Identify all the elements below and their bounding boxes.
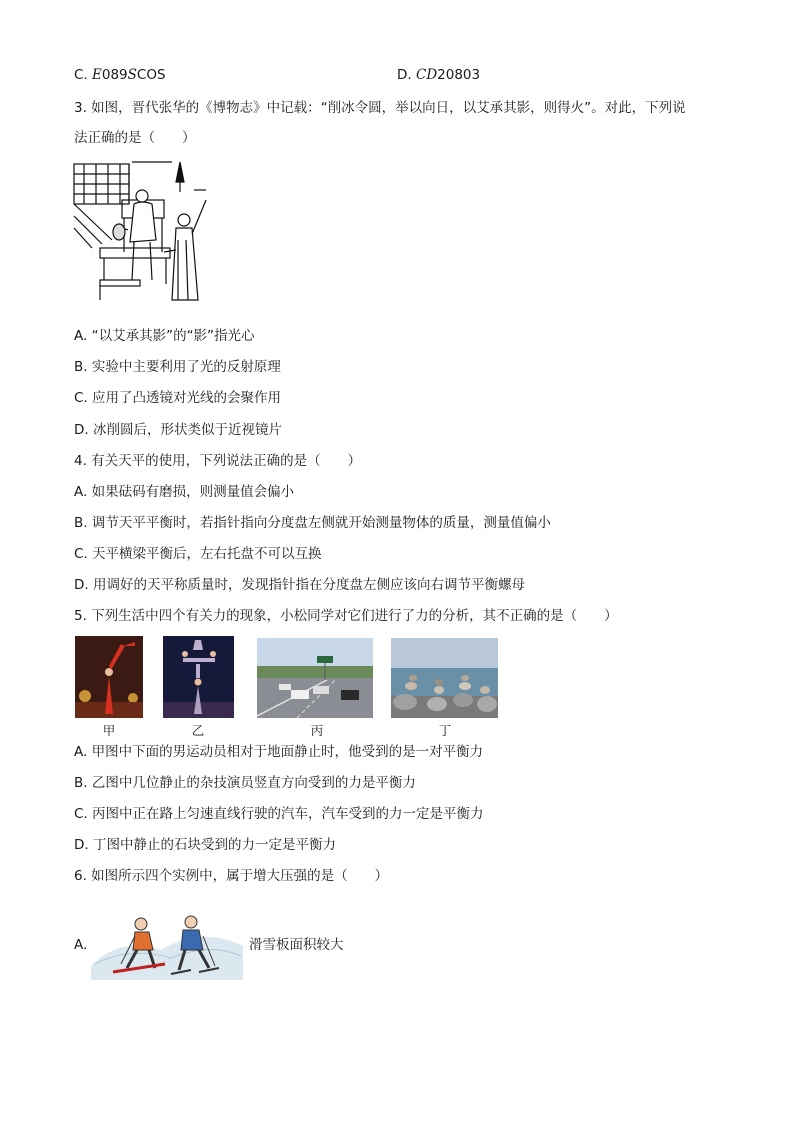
ancient-illustration: [72, 160, 207, 310]
caption-jia: 甲: [102, 723, 116, 738]
caption-yi: 乙: [191, 723, 205, 738]
q3-stem-line1: 3. 如图，晋代张华的《博物志》中记载：“削冰令圆，举以向日，以艾承其影，则得火”。对此，下列说: [74, 100, 686, 116]
q3-option-a: A. “以艾承其影”的“影”指光心: [74, 328, 255, 344]
option-label: D.: [397, 67, 412, 83]
q5-option-c: C. 丙图中正在路上匀速直线行驶的汽车，汽车受到的力一定是平衡力: [74, 806, 484, 822]
option-text-italic: CD: [415, 67, 438, 83]
q5-stem: 5. 下列生活中四个有关力的现象，小松同学对它们进行了力的分析，其不正确的是（ ）: [74, 608, 618, 624]
q3-option-d: D. 冰削圆后，形状类似于近视镜片: [74, 422, 282, 438]
option-d-q2: [397, 66, 480, 84]
option-c-q2: [74, 66, 166, 84]
q6-option-a-label: A.: [74, 937, 88, 953]
option-text: 20803: [437, 67, 481, 83]
q5-option-a: A. 甲图中下面的男运动员相对于地面静止时，他受到的是一对平衡力: [74, 744, 484, 760]
caption-bing: 丙: [310, 723, 324, 738]
option-text-italic: S: [127, 67, 137, 83]
q4-stem: 4. 有关天平的使用，下列说法正确的是（ ）: [74, 453, 362, 469]
photo-balanced-stones: [391, 638, 498, 718]
q6-stem: 6. 如图所示四个实例中，属于增大压强的是（ ）: [74, 868, 389, 884]
q5-option-d: D. 丁图中静止的石块受到的力一定是平衡力: [74, 837, 336, 853]
q4-option-a: A. 如果砝码有磨损，则测量值会偏小: [74, 484, 295, 500]
option-text-italic: E: [92, 67, 102, 83]
q4-option-b: B. 调节天平平衡时，若指针指向分度盘左侧就开始测量物体的质量，测量值偏小: [74, 515, 551, 531]
option-text: 089: [101, 67, 128, 83]
option-text: COS: [136, 67, 166, 83]
q5-option-b: B. 乙图中几位静止的杂技演员竖直方向受到的力是平衡力: [74, 775, 416, 791]
photo-acrobat-stack: [163, 636, 234, 718]
q3-option-c: C. 应用了凸透镜对光线的会聚作用: [74, 390, 282, 406]
photo-highway-cars: [257, 638, 373, 718]
option-label: C.: [74, 67, 88, 83]
q6-option-a-text: 滑雪板面积较大: [249, 937, 344, 953]
q3-option-b: B. 实验中主要利用了光的反射原理: [74, 359, 281, 375]
photo-acrobat-duo: [75, 636, 143, 718]
q4-option-c: C. 天平横梁平衡后，左右托盘不可以互换: [74, 546, 322, 562]
caption-ding: 丁: [438, 723, 452, 738]
q4-option-d: D. 用调好的天平称质量时，发现指针指在分度盘左侧应该向右调节平衡螺母: [74, 577, 525, 593]
skiers-illustration: [91, 906, 243, 980]
q3-stem-line2: 法正确的是（ ）: [74, 130, 196, 146]
